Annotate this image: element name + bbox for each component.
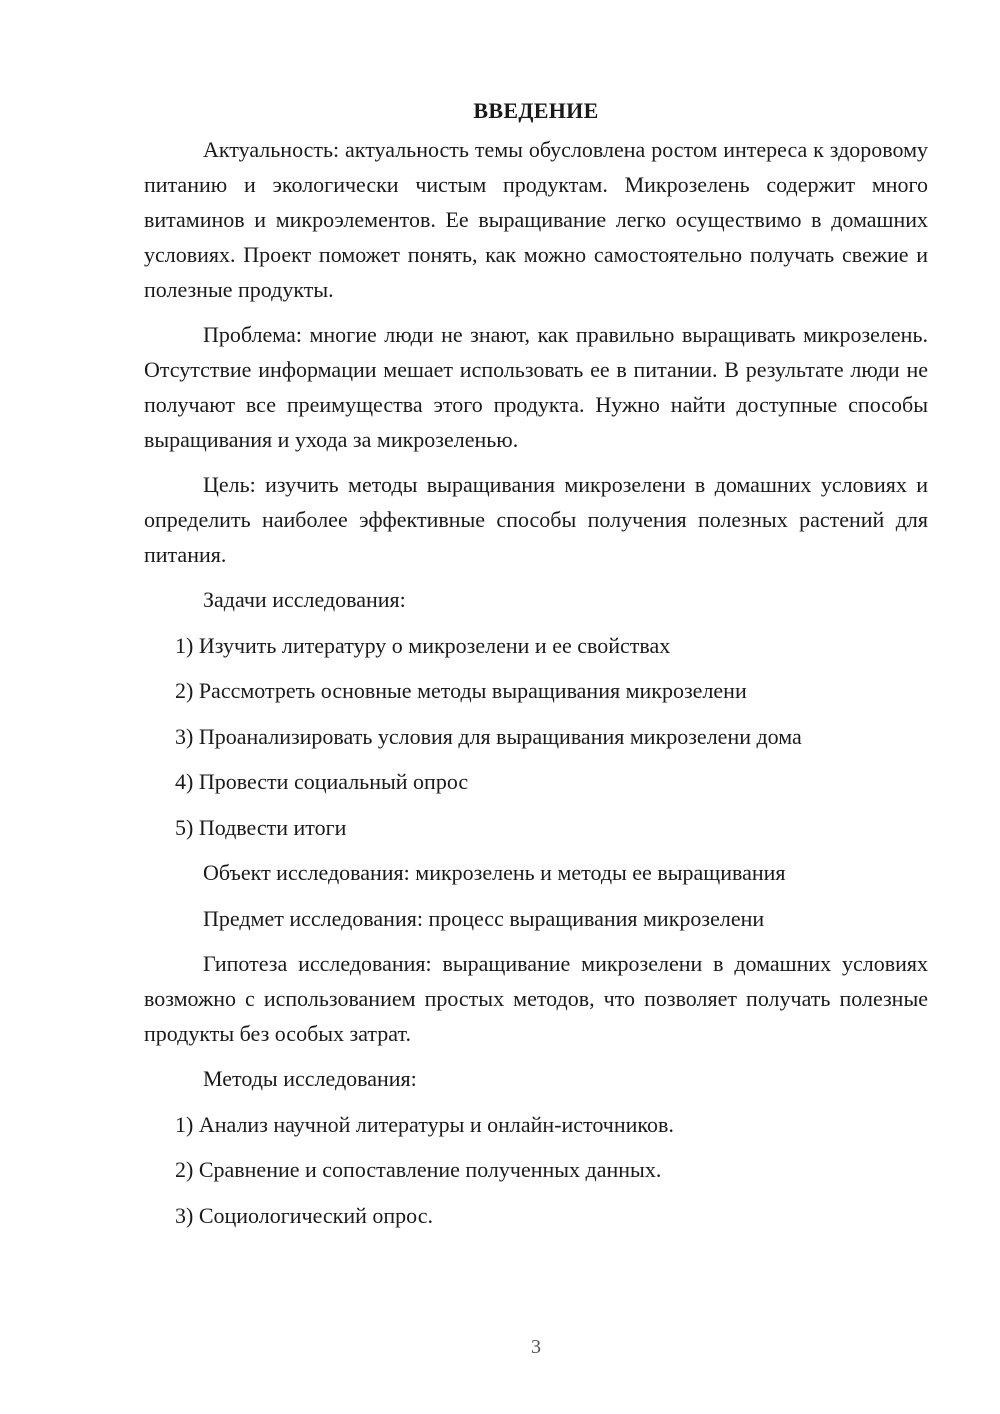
page-number: 3: [531, 1336, 541, 1358]
method-item: 2) Сравнение и сопоставление полученных данных.: [175, 1157, 662, 1182]
method-item: 1) Анализ научной литературы и онлайн-источников.: [175, 1111, 674, 1137]
document-page: [144, 96, 928, 1243]
method-item: 3) Социологический опрос.: [175, 1202, 433, 1228]
tasks-heading: Задачи исследования:: [203, 587, 406, 612]
task-item: 4) Провести социальный опрос: [175, 769, 469, 794]
problem-paragraph: Проблема: многие люди не знают, как правильно выращивать микрозелень. Отсутствие информации мешает использовать ее в питании. В результате люди не получают все преимущества этого продукта. Нужно найти доступные способы выращивания и ухода за микрозеленью.: [144, 322, 928, 452]
task-item: 2) Рассмотреть основные методы выращивания микрозелени: [175, 678, 747, 703]
relevance-paragraph: Актуальность: актуальность темы обусловлена ростом интереса к здоровому питанию и экологически чистым продуктам. Микрозелень содержит много витаминов и микроэлементов. Ее выращивание легко осуществимо в домашних условиях. Проект поможет понять, как можно самостоятельно получать свежие и полезные продукты.: [144, 137, 928, 302]
hypothesis-paragraph: Гипотеза исследования: выращивание микрозелени в домашних условиях возможно с использованием простых методов, что позволяет получать полезные продукты без особых затрат.: [144, 951, 928, 1046]
methods-heading: Методы исследования:: [203, 1066, 417, 1091]
page-title: ВВЕДЕНИЕ: [473, 98, 599, 123]
research-subject: Предмет исследования: процесс выращивания микрозелени: [203, 905, 765, 931]
goal-paragraph: Цель: изучить методы выращивания микрозелени в домашних условиях и определить наиболее эффективные способы получения полезных растений для питания.: [144, 472, 928, 567]
research-object: Объект исследования: микрозелень и методы ее выращивания: [203, 860, 786, 885]
task-item: 3) Проанализировать условия для выращивания микрозелени дома: [175, 723, 802, 749]
task-item: 1) Изучить литературу о микрозелени и ее свойствах: [175, 632, 671, 658]
task-item: 5) Подвести итоги: [175, 814, 347, 840]
